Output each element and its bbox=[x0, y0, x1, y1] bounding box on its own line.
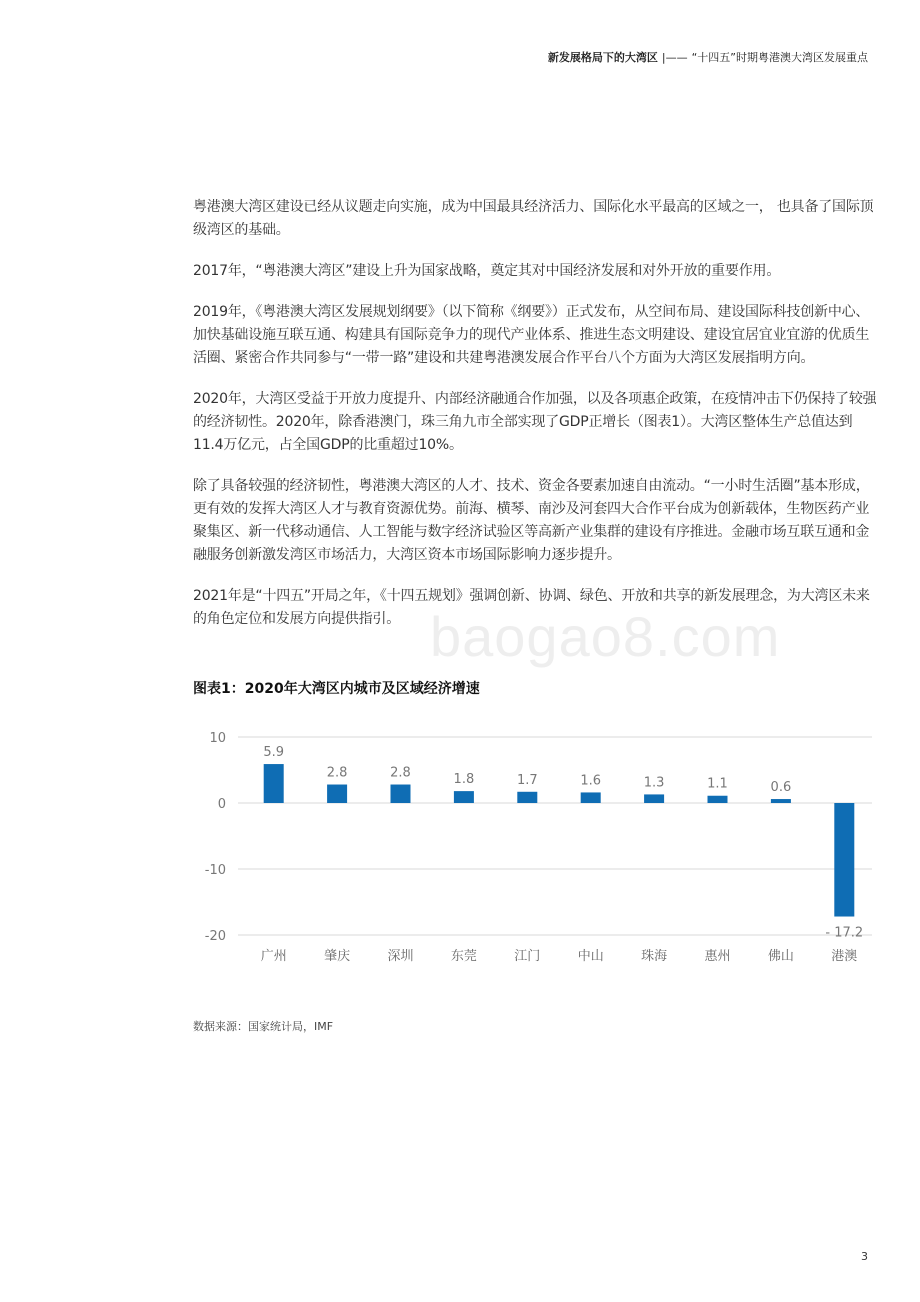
bar-5 bbox=[581, 792, 601, 803]
x-tick-label: 港澳 bbox=[831, 949, 858, 964]
figure-title: 图表1：2020年大湾区内城市及区域经济增速 bbox=[193, 681, 480, 697]
y-tick-label: 0 bbox=[217, 797, 226, 812]
x-tick-label: 广州 bbox=[260, 949, 287, 964]
y-tick-label: -10 bbox=[204, 863, 226, 878]
bar-2 bbox=[391, 785, 411, 803]
paragraph-4: 2020年，大湾区受益于开放力度提升、内部经济融通合作加强，以及各项惠企政策，在疫情冲击下仍保持了较强的经济韧性。2020年，除香港澳门，珠三角九市全部实现了GDP正增长（图表1）。大湾区整体生产总值达到11.4万亿元，占全国GDP的比重超过10%。 bbox=[193, 391, 877, 453]
bar-9 bbox=[834, 803, 854, 917]
x-tick-label: 江门 bbox=[514, 949, 541, 964]
page-number: 3 bbox=[861, 1250, 868, 1263]
data-label: 5.9 bbox=[263, 745, 285, 761]
paragraph-5: 除了具备较强的经济韧性，粤港澳大湾区的人才、技术、资金各要素加速自由流动。“一小时生活圈”基本形成，更有效的发挥大湾区人才与教育资源优势。前海、横琴、南沙及河套四大合作平台成为创新载体，生物医药产业聚集区、新一代移动通信、人工智能与数字经济试验区等高新产业集群的建设有序推进。金融市场互联互通和金融服务创新激发湾区市场活力，大湾区资本市场国际影响力逐步提升。 bbox=[193, 478, 870, 563]
paragraph-1: 粤港澳大湾区建设已经从议题走向实施，成为中国最具经济活力、国际化水平最高的区域之一， 也具备了国际顶级湾区的基础。 bbox=[193, 199, 874, 238]
header-separator: |—— bbox=[661, 51, 688, 64]
x-tick-label: 中山 bbox=[577, 949, 604, 964]
data-label: 2.8 bbox=[326, 765, 348, 781]
data-label: 1.6 bbox=[580, 773, 602, 789]
bar-7 bbox=[708, 796, 728, 803]
paragraph-6: 2021年是“十四五”开局之年，《十四五规划》强调创新、协调、绿色、开放和共享的新发展理念，为大湾区未来的角色定位和发展方向提供指引。 bbox=[193, 588, 870, 627]
x-tick-label: 佛山 bbox=[767, 949, 794, 964]
y-tick-label: 10 bbox=[209, 731, 226, 746]
bar-4 bbox=[517, 792, 537, 803]
bar-3 bbox=[454, 791, 474, 803]
x-tick-label: 深圳 bbox=[387, 949, 414, 964]
data-label: 1.7 bbox=[516, 772, 538, 788]
watermark: baogao8.com bbox=[430, 605, 781, 668]
paragraph-2: 2017年，“粤港澳大湾区”建设上升为国家战略，奠定其对中国经济发展和对外开放的重要作用。 bbox=[193, 263, 781, 279]
x-tick-label: 珠海 bbox=[641, 949, 668, 964]
data-label: 2.8 bbox=[390, 765, 411, 781]
y-tick-label: -20 bbox=[204, 929, 226, 944]
x-tick-label: 东莞 bbox=[450, 949, 477, 964]
data-label: 1.1 bbox=[707, 776, 728, 792]
x-tick-label: 肇庆 bbox=[324, 949, 351, 964]
header-title: 新发展格局下的大湾区 bbox=[547, 51, 658, 64]
header-subtitle: “十四五”时期粤港澳大湾区发展重点 bbox=[691, 51, 868, 64]
paragraph-3: 2019年，《粤港澳大湾区发展规划纲要》（以下简称《纲要》）正式发布，从空间布局、建设国际科技创新中心、加快基础设施互联互通、构建具有国际竞争力的现代产业体系、推进生态文明建设、建设宜居宜业宜游的优质生活圈、紧密合作共同参与“一带一路”建设和共建粤港澳发展合作平台八个方面为大湾区发展指明方向。 bbox=[193, 304, 870, 366]
bar-0 bbox=[264, 764, 284, 803]
bar-1 bbox=[327, 785, 347, 803]
data-label: 1.3 bbox=[643, 775, 665, 791]
data-label: - 17.2 bbox=[825, 925, 864, 941]
x-tick-label: 惠州 bbox=[704, 949, 731, 964]
data-label: 0.6 bbox=[770, 780, 792, 796]
data-label: 1.8 bbox=[453, 772, 475, 788]
bar-8 bbox=[771, 799, 791, 803]
body-text bbox=[193, 196, 879, 649]
data-source: 数据来源：国家统计局，IMF bbox=[193, 1020, 334, 1033]
page-header bbox=[548, 49, 868, 65]
growth-bar-chart bbox=[190, 720, 880, 970]
bar-6 bbox=[644, 794, 664, 803]
